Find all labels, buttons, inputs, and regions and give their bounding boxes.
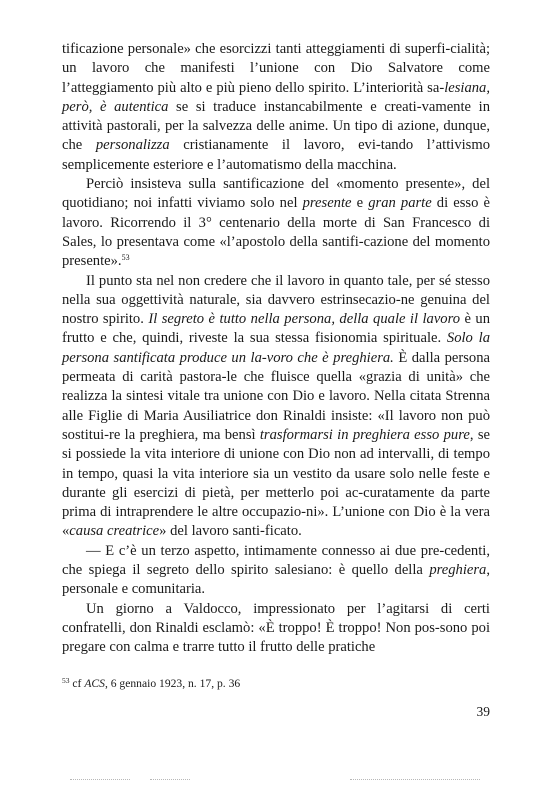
italic-text: preghiera	[429, 562, 487, 579]
footnote-source: ACS	[84, 677, 105, 690]
scan-artifact	[350, 779, 480, 781]
footnote-number: 53	[62, 676, 70, 685]
text-run: » del lavoro santi-ficato.	[159, 523, 302, 540]
text-run: e	[351, 195, 369, 212]
paragraph	[62, 175, 490, 271]
italic-text: Il segreto è tutto nella persona, della quale il lavoro	[148, 311, 461, 328]
text-run: Un giorno a Valdocco, impressionato per l’agitarsi di certi confratelli, don Rinaldi esclamò: «È troppo! È troppo! Non pos-sono poi pregare con calma e trarre tutto il frutto delle pratiche	[62, 600, 490, 656]
text-run: — E c’è un terzo aspetto, intimamente connesso ai due pre-cedenti, che spiega il segreto dello spirito salesiano: è quello della	[62, 542, 490, 579]
page-number: 39	[476, 704, 490, 719]
scan-artifact	[70, 779, 130, 781]
text-run: è un frutto e che, quindi, riveste la sua stessa fisionomia spirituale.	[62, 311, 490, 347]
text-run: , se si possiede la vita interiore di unione con Dio non ad intervalli, di tempo in tempo, quasi la vita interiore sia un vestito da usare solo nelle feste e durante gli esercizi di pietà, per metterlo poi ac-curatamente da parte prima di intraprendere le altre occupazio-ni». L’unione con Dio è la vera «	[62, 426, 490, 540]
footnote-prefix: cf	[69, 677, 85, 690]
italic-text: Solo la persona santificata produce un la-voro che è preghiera.	[62, 330, 490, 366]
italic-text: gran parte	[368, 195, 432, 212]
text-run: di esso è lavoro. Ricorrendo il 3° centenario della morte di San Francesco di Sales, lo presentava come «l’apostolo della santifi-cazione del momento presente».	[62, 195, 490, 270]
text-run: Perciò insisteva sulla santificazione del «momento presente», del quotidiano; noi infatti viviamo solo nel	[62, 176, 490, 212]
paragraph	[62, 40, 490, 175]
text-run: È dalla persona permeata di carità pastora-le che fluisce quella «grazia di unità» che realizza la sintesi vitale tra unione con Dio e lavoro. Nella citata Strenna alle Figlie di Maria Ausiliatrice don Rinaldi insiste: «Il lavoro non può sostitui-re la preghiera, ma bensì	[62, 349, 490, 443]
text-run: Il punto sta nel non credere che il lavoro in quanto tale, per sé stesso nella sua oggettività naturale, sia davvero estrinsecazio-ne genuina del nostro spirito.	[62, 272, 490, 328]
italic-text: presente	[302, 195, 352, 212]
text-run: tificazione personale» che esorcizzi tanti atteggiamenti di superfi-cialità; un lavoro che manifesti l’unione con Dio Salvatore come l’atteggiamento più alto e più pieno dello spirito. L’interiorità sa-	[62, 41, 490, 96]
paragraph	[62, 272, 490, 542]
footnote	[62, 676, 490, 691]
italic-text: causa creatrice	[69, 523, 160, 540]
italic-text: personalizza	[95, 137, 170, 154]
paragraph	[62, 600, 490, 658]
footnote-rest: , 6 gennaio 1923, n. 17, p. 36	[104, 677, 241, 690]
footnote-ref: 53	[121, 253, 130, 263]
italic-text: lesiana, però, è autentica	[62, 79, 490, 115]
text-run: cristianamente il lavoro, evi-tando l’attivismo semplicemente esteriore e l’automatismo della macchina.	[62, 137, 491, 173]
scan-artifact	[150, 779, 190, 781]
text-run: , personale e comunitaria.	[62, 562, 490, 598]
italic-text: trasformarsi in preghiera esso pure	[259, 426, 470, 443]
paragraph	[62, 542, 490, 600]
text-run: se si traduce instancabilmente e creati-vamente in attività pastorali, per la salvezza delle anime. Un tipo di azione, dunque, che	[62, 98, 490, 154]
main-text	[62, 40, 490, 658]
